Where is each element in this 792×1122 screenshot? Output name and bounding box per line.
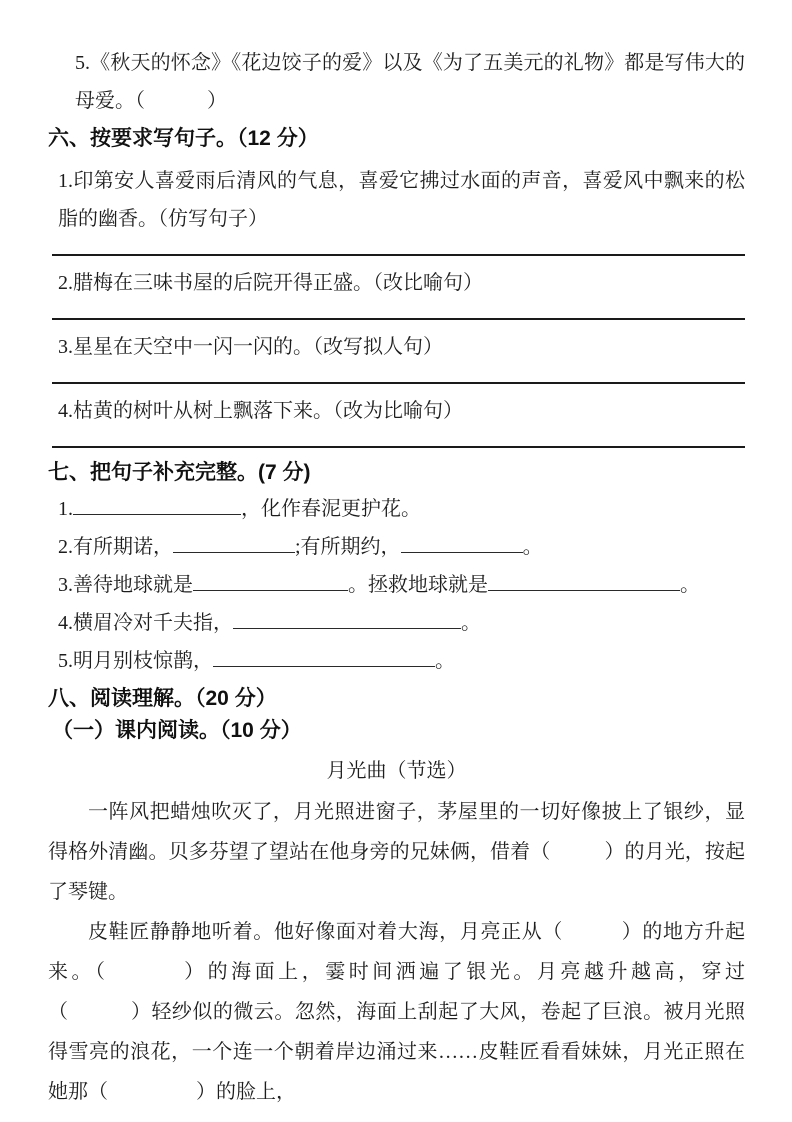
paren-open: （ (95, 961, 109, 983)
item-text: 。 (680, 574, 700, 596)
paren-close: ） (180, 961, 208, 983)
item-text: 3.善待地球就是 (58, 574, 193, 596)
answer-line (52, 318, 745, 320)
paren-open: （ (135, 90, 145, 112)
passage-paragraph-1 (48, 792, 745, 912)
section-7-item-4 (58, 604, 745, 642)
paren-open: （ (542, 921, 564, 943)
paren-close: ） (130, 1001, 152, 1023)
item-text: 。 (435, 650, 455, 672)
paren-close: ） (604, 841, 625, 863)
fill-in-paren-blank (95, 961, 208, 983)
passage-paragraph-2 (48, 912, 745, 1112)
answer-blank (233, 609, 461, 629)
paren-close: ） (621, 921, 643, 943)
fill-in-paren-blank (88, 1081, 216, 1103)
answer-blank (213, 647, 435, 667)
section-7-item-1 (58, 490, 745, 528)
paren-open: （ (530, 841, 551, 863)
true-false-paren-blank (135, 90, 227, 112)
fill-in-paren-blank (530, 841, 624, 863)
passage-text: 轻纱似的微云。忽然，海面上刮起了大风，卷起了巨浪。被月光照得雪亮的浪花，一个连一个朝着岸边涌过来……皮鞋匠看看妹妹，月光正照在她那 (48, 1001, 746, 1103)
answer-blank (73, 495, 241, 515)
answer-blank (401, 533, 523, 553)
fill-in-paren-blank (542, 921, 642, 943)
section-6-item-4: 4.枯黄的树叶从树上飘落下来。（改为比喻句） (58, 400, 463, 422)
passage-text: 皮鞋匠静静地听着。他好像面对着大海，月亮正从 (88, 921, 543, 943)
paren-close: ） (196, 1081, 216, 1103)
item-text: 4.横眉冷对千夫指， (58, 612, 233, 634)
section-6-item-3: 3.星星在天空中一闪一闪的。（改写拟人句） (58, 336, 443, 358)
paren-close: ） (207, 90, 227, 112)
section-8-subheading: （一）课内阅读。（10 分） (52, 719, 302, 742)
passage-text: 的海面上，霎时间洒遍了银光。月亮越升越高，穿过 (207, 961, 746, 983)
item-text: 2.有所期诺， (58, 536, 173, 558)
paren-open: （ (88, 1081, 108, 1103)
passage-text: 的地方升起来。 (48, 921, 746, 983)
item-text: 1. (58, 498, 73, 520)
section-7-item-2 (58, 528, 745, 566)
passage-text: 的月光，按起了琴键。 (48, 841, 745, 903)
item-text: ，化作春泥更护花。 (241, 498, 421, 520)
item-text: 。拯救地球就是 (348, 574, 488, 596)
section-6-item-1: 1.印第安人喜爱雨后清风的气息，喜爱它拂过水面的声音，喜爱风中飘来的松脂的幽香。（仿写句子） (58, 170, 745, 230)
section-7-item-5 (58, 642, 745, 680)
passage-title: 月光曲（节选） (326, 760, 467, 782)
paren-open: （ (48, 1001, 69, 1023)
fill-in-paren-blank (48, 1001, 151, 1023)
section-6-heading: 六、按要求写句子。（12 分） (48, 127, 319, 150)
answer-blank (173, 533, 295, 553)
passage-text: 一阵风把蜡烛吹灭了，月光照进窗子，茅屋里的一切好像披上了银纱，显得格外清幽。贝多芬望了望站在他身旁的兄妹俩，借着 (48, 801, 745, 863)
answer-blank (193, 571, 348, 591)
question-5-text: 5.《秋天的怀念》《花边饺子的爱》以及《为了五美元的礼物》都是写伟大的母爱。 (75, 52, 745, 112)
question-5 (75, 44, 745, 120)
section-7-item-3 (58, 566, 745, 604)
answer-line (52, 446, 745, 448)
item-text: 。 (522, 536, 543, 558)
answer-line (52, 254, 745, 256)
section-8-heading: 八、阅读理解。（20 分） (48, 687, 277, 710)
item-text: 5.明月别枝惊鹊， (58, 650, 213, 672)
item-text: ;有所期约， (295, 536, 401, 558)
passage-text: 的脸上， (216, 1081, 296, 1103)
answer-line (52, 382, 745, 384)
answer-blank (488, 571, 680, 591)
section-6-item-2: 2.腊梅在三味书屋的后院开得正盛。（改比喻句） (58, 272, 483, 294)
section-7-heading: 七、把句子补充完整。(7 分) (48, 461, 311, 484)
item-text: 。 (461, 612, 481, 634)
